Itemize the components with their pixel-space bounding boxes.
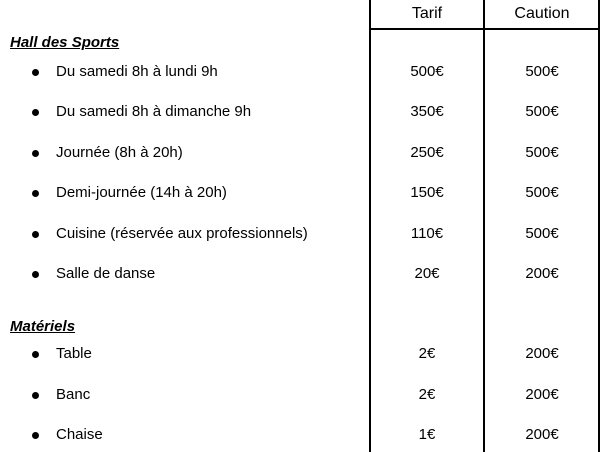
row-caution: 200€ [525,265,559,282]
row-tarif: 150€ [410,184,444,201]
table-row [0,264,608,286]
row-tarif: 500€ [410,63,444,80]
table-row [0,62,608,84]
row-tarif: 20€ [414,265,440,282]
row-caution: 200€ [525,345,559,362]
table-row [0,143,608,165]
row-caution: 200€ [525,386,559,403]
bullet-icon [32,351,39,358]
row-label: Journée (8h à 20h) [56,144,183,161]
bullet-icon [32,231,39,238]
row-label: Demi-journée (14h à 20h) [56,184,227,201]
row-tarif: 2€ [418,345,436,362]
bullet-icon [32,109,39,116]
row-tarif: 350€ [410,103,444,120]
tarif-column-header: Tarif [411,5,443,22]
table-row [0,385,608,407]
row-caution: 200€ [525,426,559,443]
row-label: Banc [56,386,91,403]
bullet-icon [32,271,39,278]
header-underline [369,28,599,30]
row-label: Chaise [56,426,103,443]
row-label: Cuisine (réservée aux professionnels) [56,225,308,242]
row-caution: 500€ [525,144,559,161]
table-row [0,183,608,205]
table-row [0,102,608,124]
table-row [0,224,608,246]
row-label: Du samedi 8h à lundi 9h [56,63,218,80]
row-tarif: 2€ [418,386,436,403]
caution-column-header: Caution [514,5,570,22]
bullet-icon [32,190,39,197]
table-row [0,344,608,366]
table-row [0,425,608,447]
bullet-icon [32,392,39,399]
row-label: Table [56,345,92,362]
row-tarif: 250€ [410,144,444,161]
row-label: Salle de danse [56,265,156,282]
row-caution: 500€ [525,225,559,242]
section-title-hall-des-sports: Hall des Sports [10,34,120,51]
bullet-icon [32,150,39,157]
row-caution: 500€ [525,184,559,201]
row-caution: 500€ [525,63,559,80]
bullet-icon [32,69,39,76]
bullet-icon [32,432,39,439]
section-title-materiels: Matériels [10,318,76,335]
row-tarif: 110€ [410,225,444,242]
row-tarif: 1€ [418,426,436,443]
row-caution: 500€ [525,103,559,120]
row-label: Du samedi 8h à dimanche 9h [56,103,252,120]
